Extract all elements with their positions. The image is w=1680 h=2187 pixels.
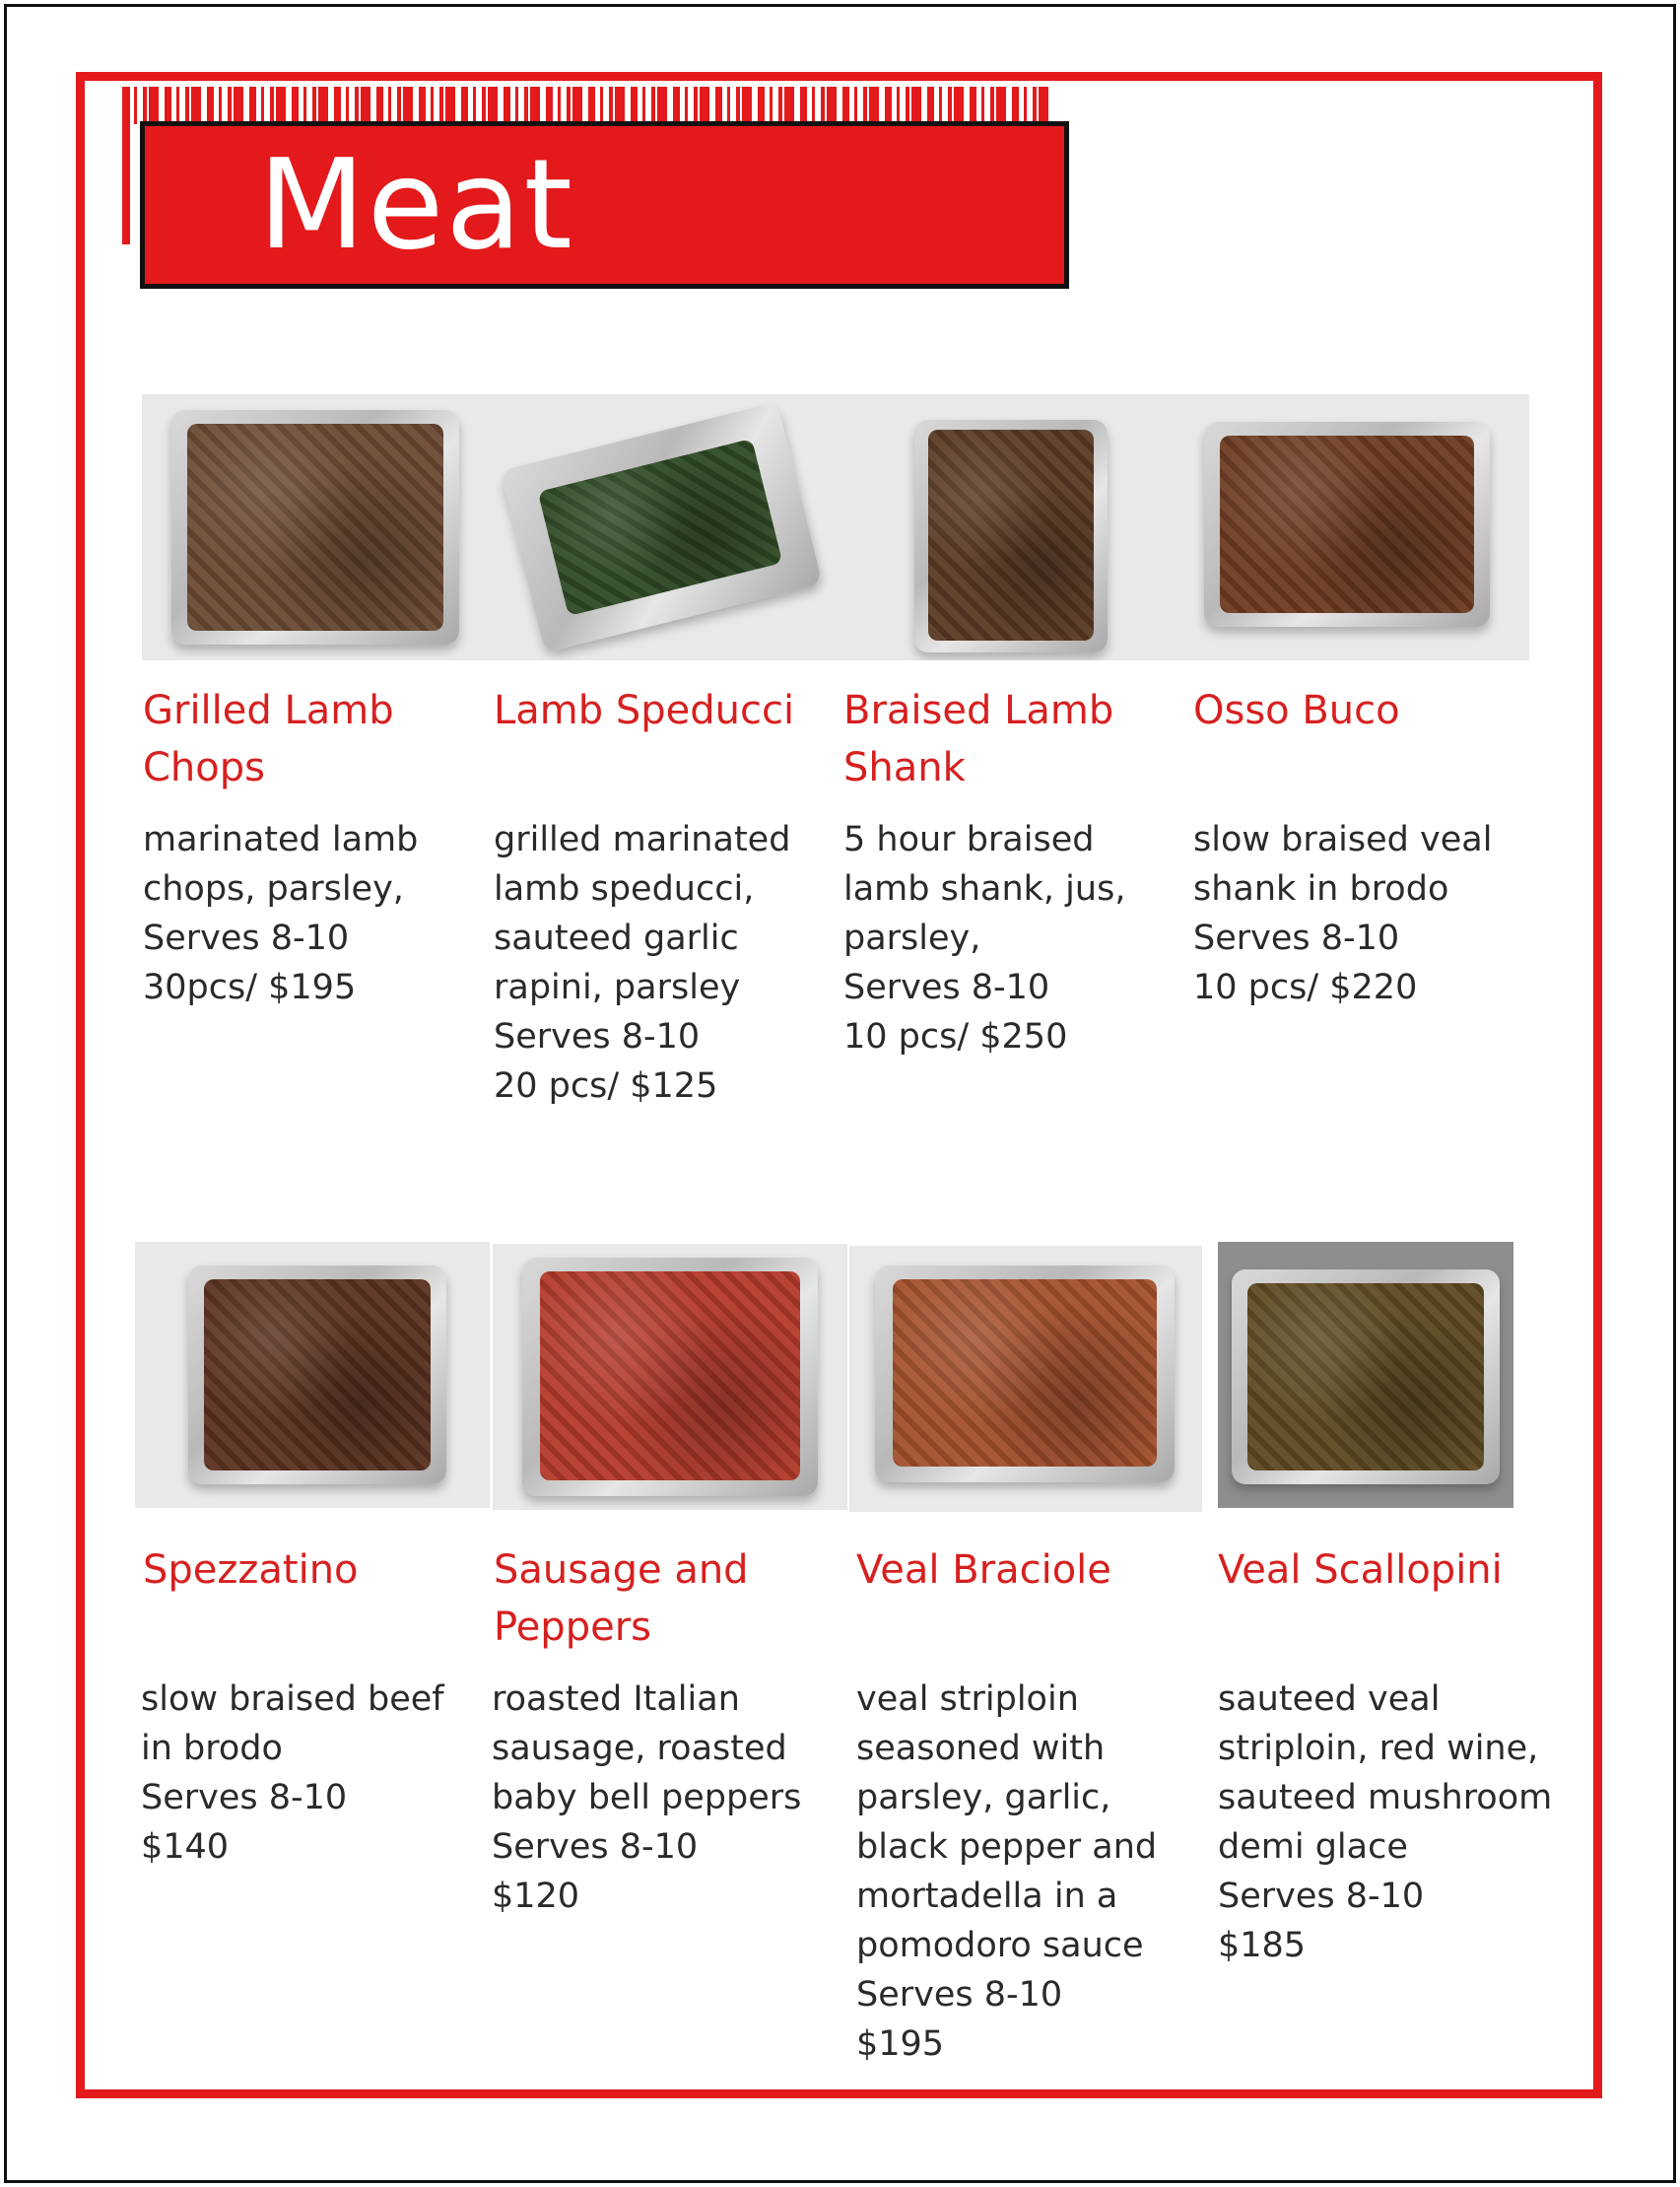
price: 30pcs/ $195 <box>143 968 357 1007</box>
title-banner <box>140 121 1069 289</box>
dish-description-braised-lamb-shank <box>843 815 1125 1061</box>
dish-title-line: Osso Buco <box>1193 688 1400 733</box>
dish-photo-braised-lamb-shank <box>832 394 1175 660</box>
dish-title-line: Spezzatino <box>143 1547 359 1593</box>
dish-photo-grilled-lamb-chops <box>142 394 489 660</box>
description-line: sauteed veal <box>1218 1679 1441 1719</box>
dish-title-veal-scallopini <box>1218 1541 1503 1599</box>
price: 10 pcs/ $250 <box>843 1017 1068 1057</box>
description-line: in brodo <box>141 1729 283 1768</box>
description-line: marinated lamb <box>143 820 419 859</box>
dish-title-lamb-speducci <box>494 682 794 739</box>
dish-title-line: Sausage and <box>494 1547 749 1593</box>
dish-description-osso-buco <box>1193 815 1492 1012</box>
description-line: striploin, red wine, <box>1218 1729 1539 1768</box>
dish-photo-spezzatino <box>135 1242 490 1508</box>
dish-title-line: Chops <box>143 745 265 790</box>
dish-title-grilled-lamb-chops <box>143 682 394 796</box>
dish-photo-veal-scallopini <box>1218 1242 1513 1508</box>
description-line: demi glace <box>1218 1827 1408 1867</box>
price: $120 <box>492 1877 580 1916</box>
serving-size: Serves 8-10 <box>1218 1877 1425 1916</box>
description-line: lamb shank, jus, <box>843 869 1126 909</box>
description-line: parsley, garlic, <box>856 1778 1111 1817</box>
serving-size: Serves 8-10 <box>856 1975 1063 2015</box>
dish-description-spezzatino <box>141 1674 444 1872</box>
price: $185 <box>1218 1926 1307 1965</box>
decorative-stripes <box>122 87 1054 124</box>
description-line: black pepper and <box>856 1827 1158 1867</box>
dish-description-sausage-and-peppers <box>492 1674 801 1921</box>
description-line: sauteed mushroom <box>1218 1778 1553 1817</box>
dish-title-osso-buco <box>1193 682 1400 739</box>
description-line: grilled marinated <box>494 820 791 859</box>
description-line: slow braised beef <box>141 1679 444 1719</box>
dish-title-veal-braciole <box>856 1541 1111 1599</box>
description-line: veal striploin <box>856 1679 1079 1719</box>
description-line: sauteed garlic <box>494 919 739 958</box>
dish-description-grilled-lamb-chops <box>143 815 418 1012</box>
serving-size: Serves 8-10 <box>843 968 1050 1007</box>
dish-photo-lamb-speducci <box>489 394 832 660</box>
serving-size: Serves 8-10 <box>1193 919 1400 958</box>
dish-title-line: Peppers <box>494 1605 651 1650</box>
dish-title-sausage-and-peppers <box>494 1541 749 1656</box>
price: $140 <box>141 1827 230 1867</box>
description-line: seasoned with <box>856 1729 1106 1768</box>
dish-description-veal-braciole <box>856 1674 1157 2069</box>
description-line: rapini, parsley <box>494 968 741 1007</box>
dish-title-braised-lamb-shank <box>843 682 1113 796</box>
dish-description-veal-scallopini <box>1218 1674 1552 1970</box>
dish-title-line: Braised Lamb <box>843 688 1114 733</box>
description-line: chops, parsley, <box>143 869 404 909</box>
dish-title-line: Grilled Lamb <box>143 688 394 733</box>
dish-photo-osso-buco <box>1175 394 1529 660</box>
description-line: pomodoro sauce <box>856 1926 1144 1965</box>
serving-size: Serves 8-10 <box>492 1827 699 1867</box>
dish-photo-sausage-and-peppers <box>493 1244 847 1510</box>
description-line: roasted Italian <box>492 1679 740 1719</box>
description-line: shank in brodo <box>1193 869 1449 909</box>
description-line: slow braised veal <box>1193 820 1493 859</box>
serving-size: Serves 8-10 <box>143 919 350 958</box>
price: $195 <box>856 2024 945 2064</box>
dish-title-spezzatino <box>143 1541 359 1599</box>
dish-title-line: Veal Scallopini <box>1218 1547 1503 1593</box>
dish-title-line: Veal Braciole <box>856 1547 1111 1593</box>
dish-title-line: Lamb Speducci <box>494 688 795 733</box>
description-line: parsley, <box>843 919 981 958</box>
page-title: Meat <box>258 132 574 277</box>
price: 20 pcs/ $125 <box>494 1066 718 1106</box>
price: 10 pcs/ $220 <box>1193 968 1418 1007</box>
decorative-side-bar <box>122 87 130 244</box>
description-line: baby bell peppers <box>492 1778 802 1817</box>
dish-photo-veal-braciole <box>849 1246 1202 1512</box>
description-line: sausage, roasted <box>492 1729 787 1768</box>
description-line: lamb speducci, <box>494 869 755 909</box>
dish-title-line: Shank <box>843 745 966 790</box>
serving-size: Serves 8-10 <box>494 1017 701 1057</box>
description-line: 5 hour braised <box>843 820 1095 859</box>
serving-size: Serves 8-10 <box>141 1778 348 1817</box>
dish-description-lamb-speducci <box>494 815 790 1111</box>
description-line: mortadella in a <box>856 1877 1118 1916</box>
